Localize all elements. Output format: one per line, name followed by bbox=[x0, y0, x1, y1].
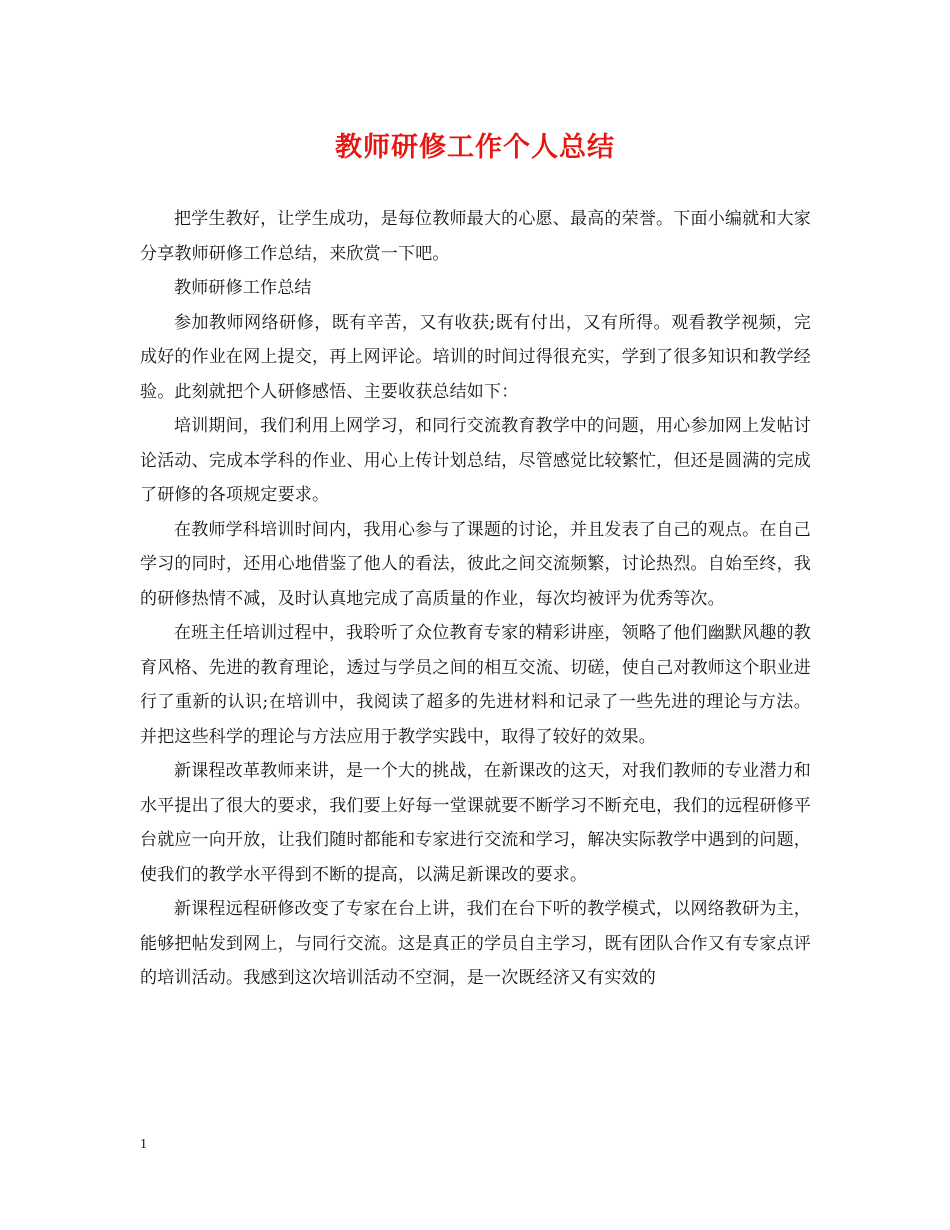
page-number: 1 bbox=[140, 1137, 147, 1152]
paragraph: 新课程远程研修改变了专家在台上讲，我们在台下听的教学模式，以网络教研为主，能够把帖发到网上，与同行交流。这是真正的学员自主学习，既有团队合作又有专家点评的培训活动。我感到这次培训活动不空洞，是一次既经济又有实效的 bbox=[140, 899, 811, 988]
paragraph: 在教师学科培训时间内，我用心参与了课题的讨论，并且发表了自己的观点。在自己学习的同时，还用心地借鉴了他人的看法，彼此之间交流频繁，讨论热烈。自始至终，我的研修热情不减，及时认真地完成了高质量的作业，每次均被评为优秀等次。 bbox=[140, 519, 811, 609]
paragraph: 新课程改革教师来讲，是一个大的挑战，在新课改的这天，对我们教师的专业潜力和水平提出了很大的要求，我们要上好每一堂课就要不断学习不断充电，我们的远程研修平台就应一向开放，让我们随时都能和专家进行交流和学习，解决实际教学中遇到的问题，使我们的教学水平得到不断的提高，以满足新课改的要求。 bbox=[140, 761, 811, 885]
paragraph: 参加教师网络研修，既有辛苦，又有收获;既有付出，又有所得。观看教学视频，完成好的作业在网上提交，再上网评论。培训的时间过得很充实，学到了很多知识和教学经验。此刻就把个人研修感悟、主要收获总结如下： bbox=[140, 312, 811, 402]
page-title: 教师研修工作个人总结 bbox=[335, 132, 615, 163]
paragraph-subheading: 教师研修工作总结 bbox=[174, 278, 312, 298]
paragraph-intro: 把学生教好，让学生成功，是每位教师最大的心愿、最高的荣誉。下面小编就和大家分享教师研修工作总结，来欣赏一下吧。 bbox=[140, 209, 811, 264]
paragraph: 培训期间，我们利用上网学习，和同行交流教育教学中的问题，用心参加网上发帖讨论活动、完成本学科的作业、用心上传计划总结，尽管感觉比较繁忙，但还是圆满的完成了研修的各项规定要求。 bbox=[140, 416, 811, 505]
paragraph: 在班主任培训过程中，我聆听了众位教育专家的精彩讲座，领略了他们幽默风趣的教育风格、先进的教育理论，透过与学员之间的相互交流、切磋，使自己对教师这个职业进行了重新的认识;在培训中，我阅读了超多的先进材料和记录了一些先进的理论与方法。并把这些科学的理论与方法应用于教学实践中，取得了较好的效果。 bbox=[140, 623, 811, 747]
document-body bbox=[140, 202, 811, 996]
